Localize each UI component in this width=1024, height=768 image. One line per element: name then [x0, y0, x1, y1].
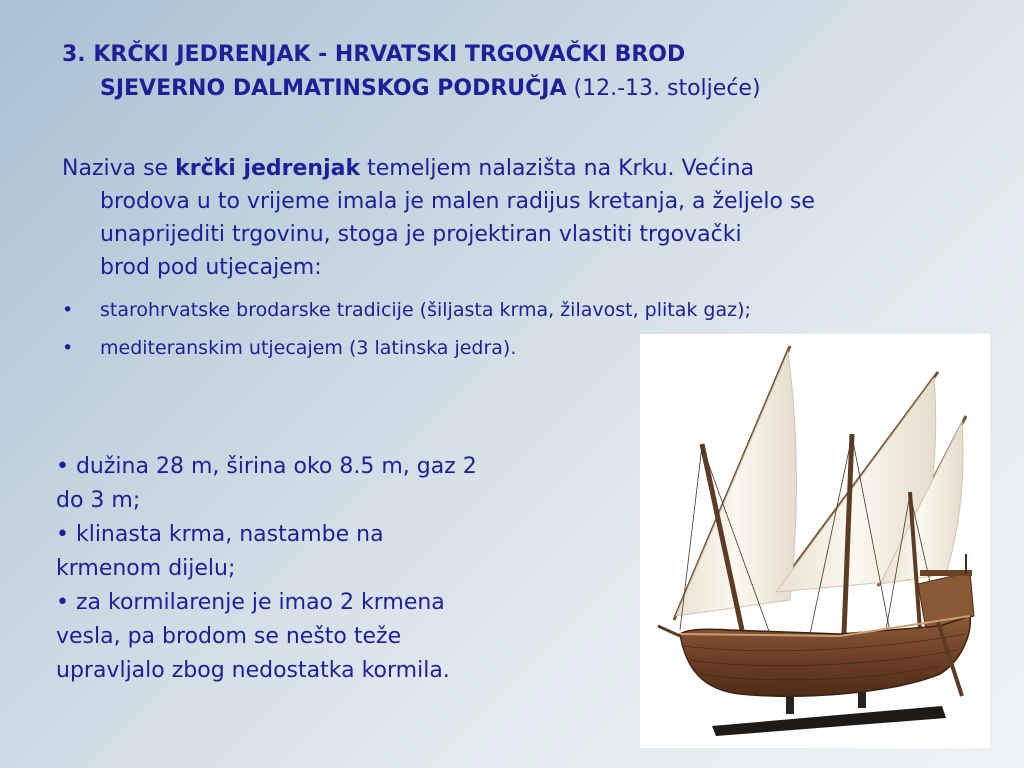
intro-paragraph [62, 152, 972, 284]
title-line-1: 3. KRČKI JEDRENJAK - HRVATSKI TRGOVAČKI BROD [62, 42, 686, 67]
specs-line-4: krmenom dijelu; [56, 556, 236, 581]
specs-line-3: • klinasta krma, nastambe na [56, 522, 384, 547]
ship-specs [56, 450, 576, 688]
stand-base [712, 706, 946, 736]
specs-line-1: • dužina 28 m, širina oko 8.5 m, gaz 2 [56, 454, 477, 479]
intro-prefix: Naziva se [62, 156, 176, 181]
list-item [62, 296, 962, 324]
bullet-marker: • [62, 299, 74, 321]
fore-sail [676, 352, 797, 616]
bowsprit [658, 626, 680, 636]
bullet-marker: • [62, 337, 74, 359]
title-line-2 [62, 72, 962, 106]
list-item-text: mediteranskim utjecajem (3 latinska jedra). [100, 337, 517, 359]
intro-highlight: krčki jedrenjak [175, 156, 361, 181]
title-period: (12.-13. stoljeće) [566, 76, 761, 101]
intro-line-4: brod pod utjecajem: [100, 255, 322, 280]
specs-line-6: vesla, pa brodom se nešto teže [56, 624, 402, 649]
list-item-text: starohrvatske brodarske tradicije (šiljasta krma, žilavost, plitak gaz); [100, 299, 751, 321]
ship-model-illustration [640, 334, 990, 748]
intro-line-1 [62, 152, 972, 185]
intro-line-3: unaprijediti trgovinu, stoga je projektiran vlastiti trgovački [100, 222, 742, 247]
specs-line-2: do 3 m; [56, 488, 141, 513]
title-region: SJEVERNO DALMATINSKOG PODRUČJA [100, 76, 567, 101]
hull [680, 616, 970, 696]
specs-line-7: upravljalo zbog nedostatka kormila. [56, 658, 450, 683]
intro-line-2: brodova u to vrijeme imala je malen radijus kretanja, a željelo se [100, 189, 815, 214]
intro-line-1-rest: temeljem nalazišta na Krku. Većina [360, 156, 755, 181]
ship-model-photo [640, 334, 990, 748]
stern-rail [920, 570, 972, 576]
slide-title [62, 38, 962, 106]
specs-line-5: • za kormilarenje je imao 2 krmena [56, 590, 445, 615]
